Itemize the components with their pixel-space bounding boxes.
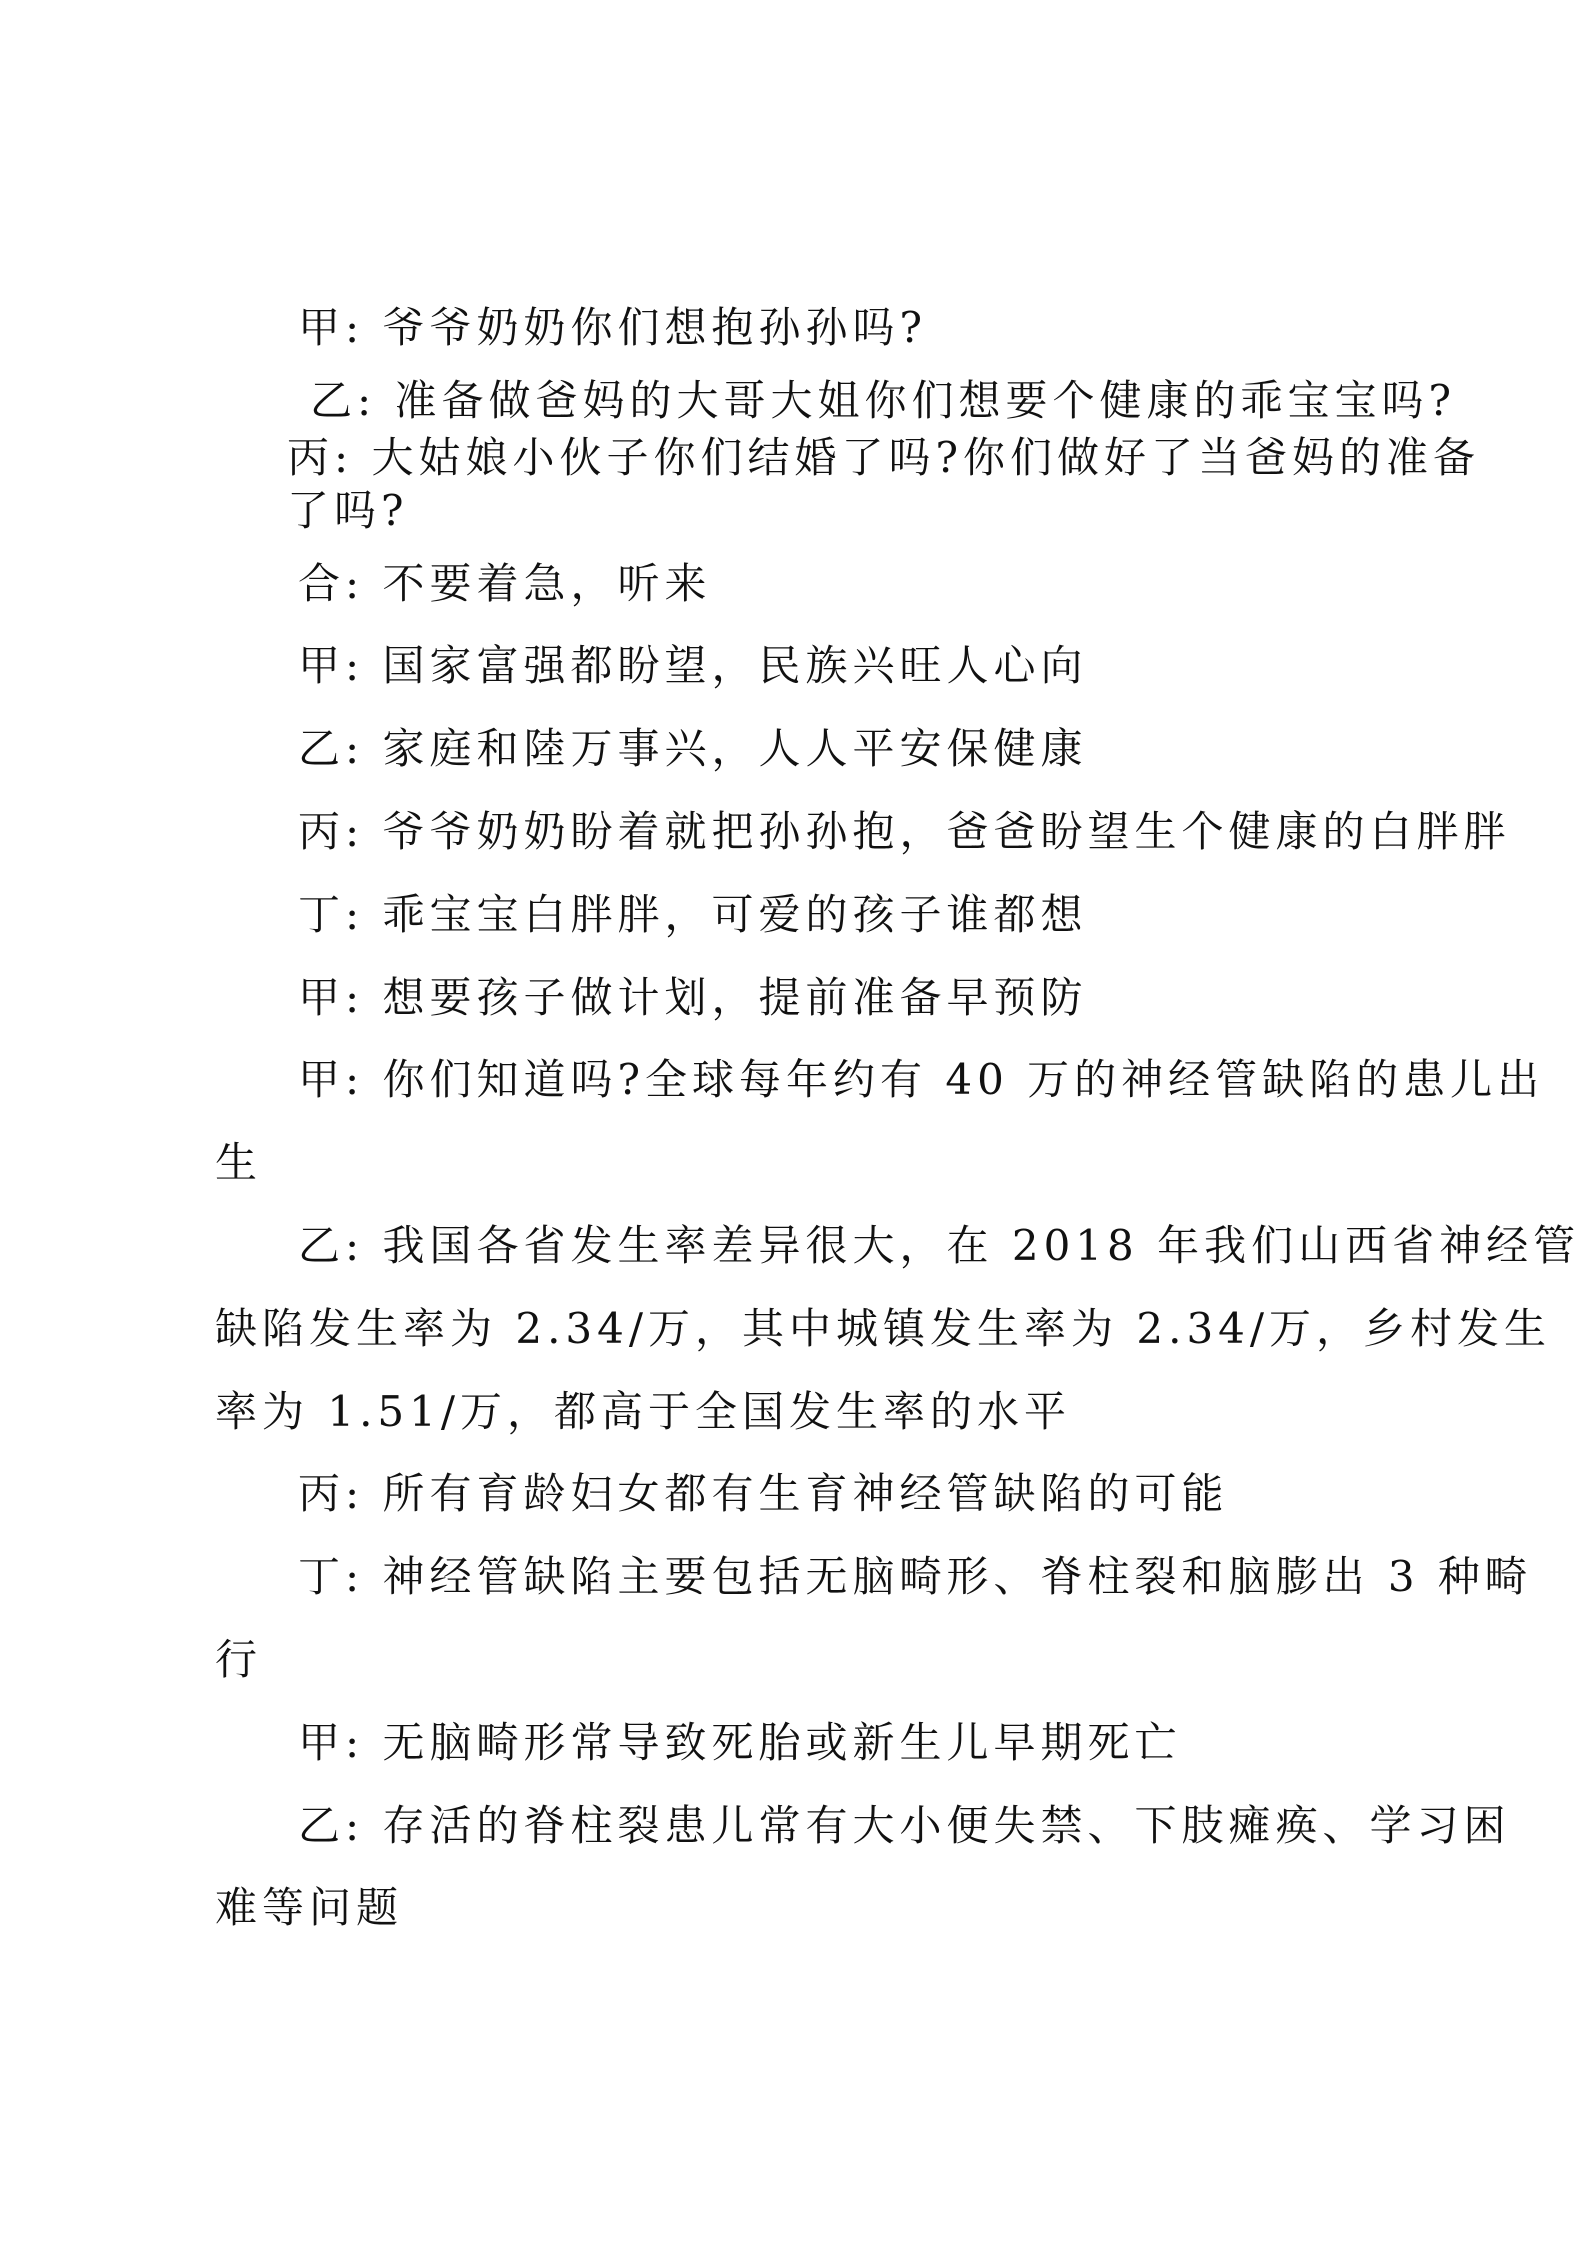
dialogue-line-14: 甲: 无脑畸形常导致死胎或新生儿早期死亡 (298, 1718, 1182, 1767)
dialogue-line-5: 甲: 国家富强都盼望，民族兴旺人心向 (298, 641, 1088, 690)
dialogue-line-13-continuation: 行 (215, 1635, 263, 1684)
dialogue-line-3-continuation: 了吗? (287, 486, 409, 535)
dialogue-line-15: 乙: 存活的脊柱裂患儿常有大小便失禁、下肢瘫痪、学习困 (298, 1801, 1511, 1850)
dialogue-line-10: 甲: 你们知道吗?全球每年约有 40 万的神经管缺陷的患儿出 (298, 1055, 1545, 1104)
dialogue-line-3: 丙: 大姑娘小伙子你们结婚了吗?你们做好了当爸妈的准备 (287, 433, 1481, 482)
dialogue-line-10-continuation: 生 (215, 1138, 263, 1187)
dialogue-line-4: 合: 不要着急，听来 (298, 559, 712, 608)
dialogue-line-6: 乙: 家庭和陸万事兴，人人平安保健康 (298, 724, 1088, 773)
dialogue-line-9: 甲: 想要孩子做计划，提前准备早预防 (298, 973, 1088, 1022)
dialogue-line-1: 甲: 爷爷奶奶你们想抱孙孙吗? (298, 303, 928, 352)
dialogue-line-11: 乙: 我国各省发生率差异很大，在 2018 年我们山西省神经管 (298, 1221, 1581, 1270)
dialogue-line-13: 丁: 神经管缺陷主要包括无脑畸形、脊柱裂和脑膨出 3 种畸 (298, 1552, 1532, 1601)
dialogue-line-8: 丁: 乖宝宝白胖胖，可爱的孩子谁都想 (298, 890, 1088, 939)
dialogue-line-2: 乙: 准备做爸妈的大哥大姐你们想要个健康的乖宝宝吗? (310, 376, 1457, 425)
dialogue-line-11-continuation-2: 率为 1.51/万，都高于全国发生率的水平 (215, 1387, 1072, 1436)
dialogue-line-12: 丙: 所有育龄妇女都有生育神经管缺陷的可能 (298, 1469, 1229, 1518)
dialogue-line-7: 丙: 爷爷奶奶盼着就把孙孙抱，爸爸盼望生个健康的白胖胖 (298, 807, 1511, 856)
dialogue-line-11-continuation-1: 缺陷发生率为 2.34/万，其中城镇发生率为 2.34/万，乡村发生 (215, 1304, 1552, 1353)
dialogue-line-15-continuation: 难等问题 (215, 1883, 404, 1932)
